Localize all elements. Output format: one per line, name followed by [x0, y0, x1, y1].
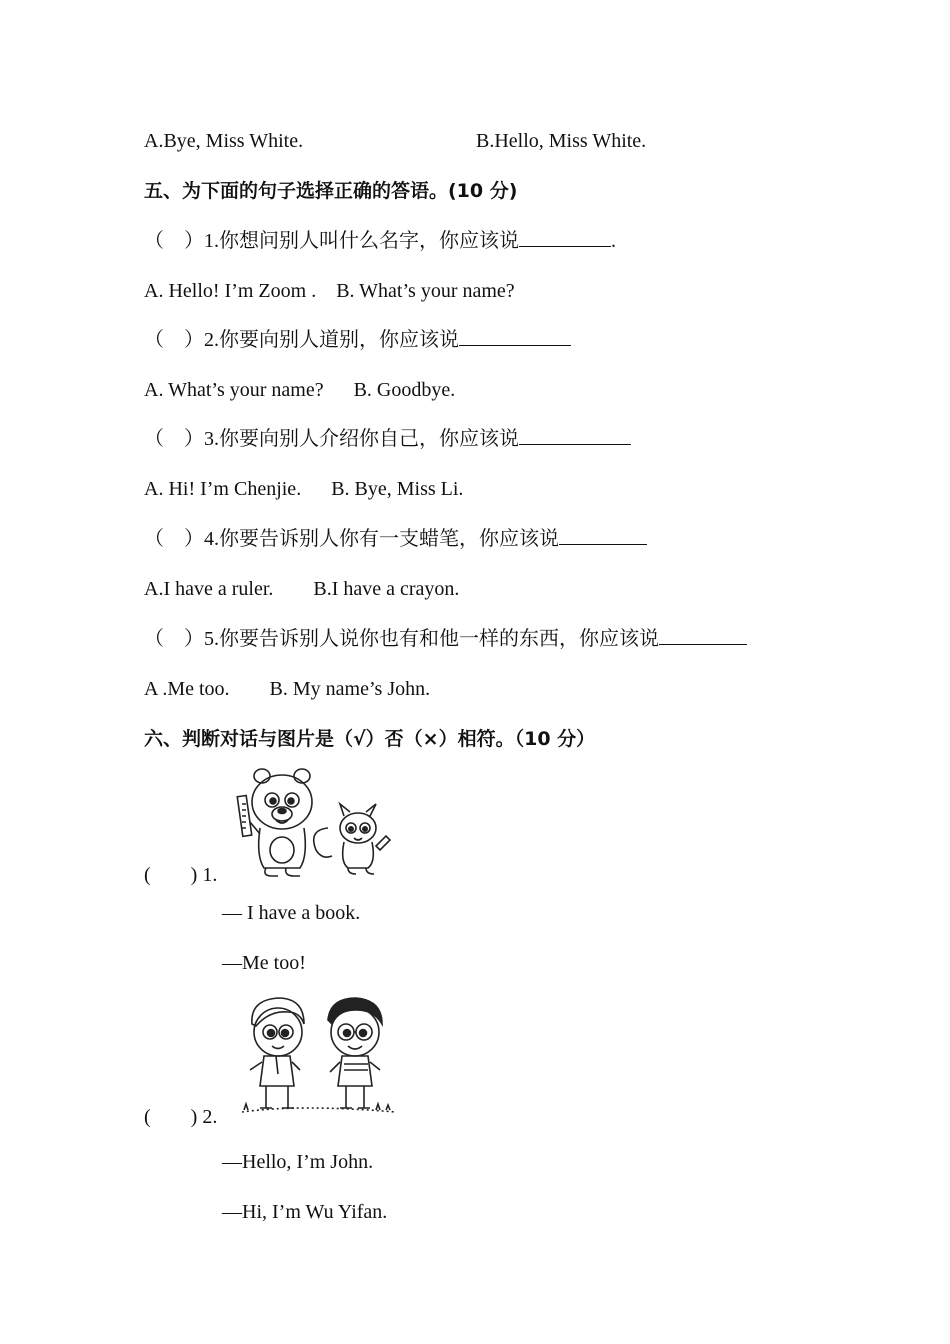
- prev-option-a: A.Bye, Miss White.: [144, 130, 304, 152]
- prev-option-b: B.Hello, Miss White.: [476, 130, 647, 152]
- q4-options: A.I have a ruler. B.I have a crayon.: [144, 578, 460, 600]
- q1-stem-line: [144, 228, 616, 254]
- item2-label: ( ) 2.: [144, 1106, 218, 1128]
- q5-options: A .Me too. B. My name’s John.: [144, 678, 431, 700]
- bear-and-squirrel-illustration: [236, 766, 394, 878]
- q1-stem: （ ）1.你想问别人叫什么名字，你应该说: [144, 230, 519, 252]
- q5-answer-blank[interactable]: [659, 626, 747, 645]
- item2-dialog-line2: —Hi, I’m Wu Yifan.: [222, 1201, 388, 1223]
- squirrel-figure: [314, 804, 390, 874]
- item1-dialog-line2: —Me too!: [222, 952, 306, 974]
- q2-answer-blank[interactable]: [459, 327, 571, 346]
- section5-heading: 五、为下面的句子选择正确的答语。(10 分): [144, 180, 518, 202]
- q1-end: .: [611, 230, 616, 252]
- item2-dialog-line1: —Hello, I’m John.: [222, 1151, 374, 1173]
- item1-dialog-line1: — I have a book.: [222, 902, 361, 924]
- item1-label: ( ) 1.: [144, 864, 218, 886]
- q5-stem: （ ）5.你要告诉别人说你也有和他一样的东西，你应该说: [144, 628, 659, 650]
- q5-stem-line: [144, 626, 747, 652]
- q1-options: A. Hello! I’m Zoom . B. What’s your name?: [144, 280, 515, 302]
- q2-options: A. What’s your name? B. Goodbye.: [144, 379, 456, 401]
- two-boys-illustration: [240, 994, 398, 1122]
- q3-stem-line: [144, 426, 631, 452]
- q4-answer-blank[interactable]: [559, 526, 647, 545]
- bear-figure: [237, 769, 312, 876]
- q2-stem: （ ）2.你要向别人道别，你应该说: [144, 329, 459, 351]
- section6-heading: 六、判断对话与图片是（√）否（×）相符。（10 分）: [144, 728, 596, 750]
- q1-answer-blank[interactable]: [519, 228, 611, 247]
- q2-stem-line: [144, 327, 571, 353]
- q3-options: A. Hi! I’m Chenjie. B. Bye, Miss Li.: [144, 478, 464, 500]
- q4-stem-line: [144, 526, 647, 552]
- q4-stem: （ ）4.你要告诉别人你有一支蜡笔，你应该说: [144, 528, 559, 550]
- q3-answer-blank[interactable]: [519, 426, 631, 445]
- q3-stem: （ ）3.你要向别人介绍你自己，你应该说: [144, 428, 519, 450]
- boy-left-figure: [250, 998, 304, 1108]
- boy-right-figure: [328, 998, 382, 1108]
